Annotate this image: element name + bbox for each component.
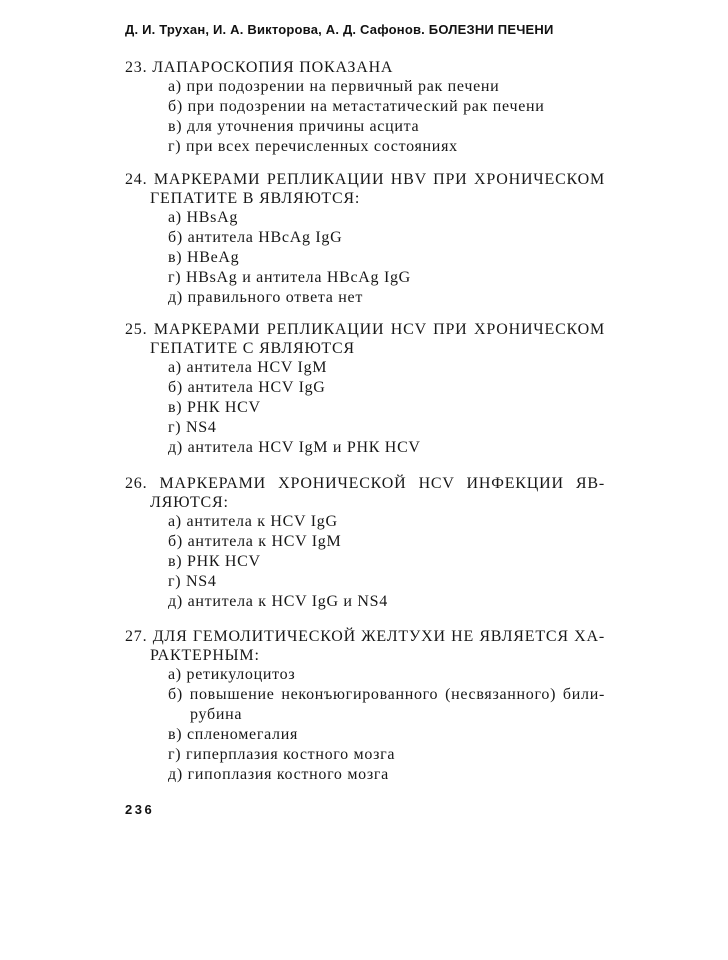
option-text: NS4 <box>186 419 217 436</box>
option-letter: в) <box>168 553 183 570</box>
question-title-text: МАРКЕРАМИ РЕПЛИКАЦИИ HBV ПРИ ХРОНИЧЕСКОМ <box>153 171 605 188</box>
option-text: гиперплазия костного мозга <box>186 746 396 763</box>
question-title-line: ЛЯЮТСЯ: <box>150 494 229 511</box>
option-item <box>168 665 605 685</box>
question-title-line <box>125 320 605 339</box>
question-number: 24. <box>125 171 148 188</box>
option-letter: в) <box>168 726 183 743</box>
question-number: 23. <box>125 59 148 76</box>
option-text: HBeAg <box>187 249 240 266</box>
option-text: антитела HCV IgG <box>187 379 326 396</box>
option-text: гипоплазия костного мозга <box>187 766 389 783</box>
question-title-line <box>125 627 605 646</box>
question-title-line: ГЕПАТИТЕ В ЯВЛЯЮТСЯ: <box>150 190 361 207</box>
question-block <box>125 627 605 785</box>
option-item <box>168 572 605 592</box>
option-list <box>168 77 605 157</box>
option-letter: д) <box>168 593 183 610</box>
option-letter: г) <box>168 573 182 590</box>
option-letter: б) <box>168 533 183 550</box>
option-text: антитела к HCV IgM <box>187 533 342 550</box>
option-item <box>168 765 605 785</box>
option-text: HBsAg и антитела HBcAg IgG <box>186 269 411 286</box>
option-item <box>168 358 605 378</box>
option-letter: г) <box>168 138 182 155</box>
option-text: антитела HCV IgM <box>186 359 328 376</box>
option-text: повышение неконъюгированного (несвязанного) били- <box>189 686 606 703</box>
question-block <box>125 474 605 612</box>
option-letter: г) <box>168 269 182 286</box>
question-number: 27. <box>125 628 148 645</box>
option-letter: а) <box>168 359 182 376</box>
option-item <box>168 438 605 458</box>
option-item <box>168 745 605 765</box>
option-letter: г) <box>168 419 182 436</box>
question-title-text: МАРКЕРАМИ РЕПЛИКАЦИИ HCV ПРИ ХРОНИЧЕСКОМ <box>153 321 605 338</box>
option-letter: д) <box>168 439 183 456</box>
option-text-continued: рубина <box>190 706 243 723</box>
option-text: правильного ответа нет <box>187 289 364 306</box>
option-letter: д) <box>168 289 183 306</box>
option-item <box>168 208 605 228</box>
option-text: антитела HBcAg IgG <box>187 229 343 246</box>
option-letter: в) <box>168 249 183 266</box>
question-title-line <box>125 474 605 493</box>
option-list <box>168 358 605 458</box>
question-block <box>125 320 605 458</box>
question-title-line: РАКТЕРНЫМ: <box>150 647 260 664</box>
option-text: при подозрении на метастатический рак печени <box>187 98 545 115</box>
option-item <box>168 418 605 438</box>
question-block <box>125 170 605 308</box>
option-list <box>168 512 605 612</box>
option-letter: б) <box>168 229 183 246</box>
question-title-text: ЛАПАРОСКОПИЯ ПОКАЗАНА <box>152 59 394 76</box>
option-text: антитела HCV IgM и РНК HCV <box>187 439 421 456</box>
option-text: при подозрении на первичный рак печени <box>186 78 500 95</box>
running-header: Д. И. Трухан, И. А. Викторова, А. Д. Сафонов. БОЛЕЗНИ ПЕЧЕНИ <box>125 22 554 37</box>
question-number: 25. <box>125 321 148 338</box>
option-item <box>168 512 605 532</box>
option-item <box>168 268 605 288</box>
option-text: антитела к HCV IgG и NS4 <box>187 593 388 610</box>
option-item <box>168 592 605 612</box>
option-item <box>168 398 605 418</box>
option-letter: б) <box>168 379 183 396</box>
option-text: NS4 <box>186 573 217 590</box>
page-number: 236 <box>125 802 155 817</box>
option-list <box>168 665 605 785</box>
option-item <box>168 97 605 117</box>
option-item <box>168 725 605 745</box>
option-item <box>168 552 605 572</box>
option-list <box>168 208 605 308</box>
option-item <box>168 685 605 725</box>
option-item <box>168 77 605 97</box>
option-text: РНК HCV <box>187 553 261 570</box>
option-line <box>168 685 605 705</box>
option-text: при всех перечисленных состояниях <box>186 138 458 155</box>
option-letter: г) <box>168 746 182 763</box>
option-item <box>168 378 605 398</box>
option-letter: а) <box>168 666 182 683</box>
option-item <box>168 137 605 157</box>
question-title-line <box>125 170 605 189</box>
option-letter: в) <box>168 118 183 135</box>
option-text: для уточнения причины асцита <box>187 118 420 135</box>
question-block <box>125 58 605 157</box>
option-text: ретикулоцитоз <box>186 666 296 683</box>
option-letter: а) <box>168 209 182 226</box>
option-letter: д) <box>168 766 183 783</box>
option-text: антитела к HCV IgG <box>186 513 338 530</box>
option-item <box>168 288 605 308</box>
option-text: спленомегалия <box>187 726 299 743</box>
option-item <box>168 248 605 268</box>
option-text: РНК HCV <box>187 399 261 416</box>
option-item <box>168 117 605 137</box>
option-letter: а) <box>168 78 182 95</box>
option-text: HBsAg <box>186 209 239 226</box>
option-letter: б) <box>168 98 183 115</box>
question-title-line <box>125 58 605 77</box>
option-item <box>168 228 605 248</box>
option-letter: в) <box>168 399 183 416</box>
option-letter: а) <box>168 513 182 530</box>
question-number: 26. <box>125 475 148 492</box>
question-title-text: МАРКЕРАМИ ХРОНИЧЕСКОЙ HCV ИНФЕКЦИИ ЯВ- <box>159 475 605 492</box>
option-item <box>168 532 605 552</box>
option-letter: б) <box>168 686 183 703</box>
question-title-line: ГЕПАТИТЕ С ЯВЛЯЮТСЯ <box>150 340 355 357</box>
question-title-text: ДЛЯ ГЕМОЛИТИЧЕСКОЙ ЖЕЛТУХИ НЕ ЯВЛЯЕТСЯ ХА- <box>152 628 605 645</box>
